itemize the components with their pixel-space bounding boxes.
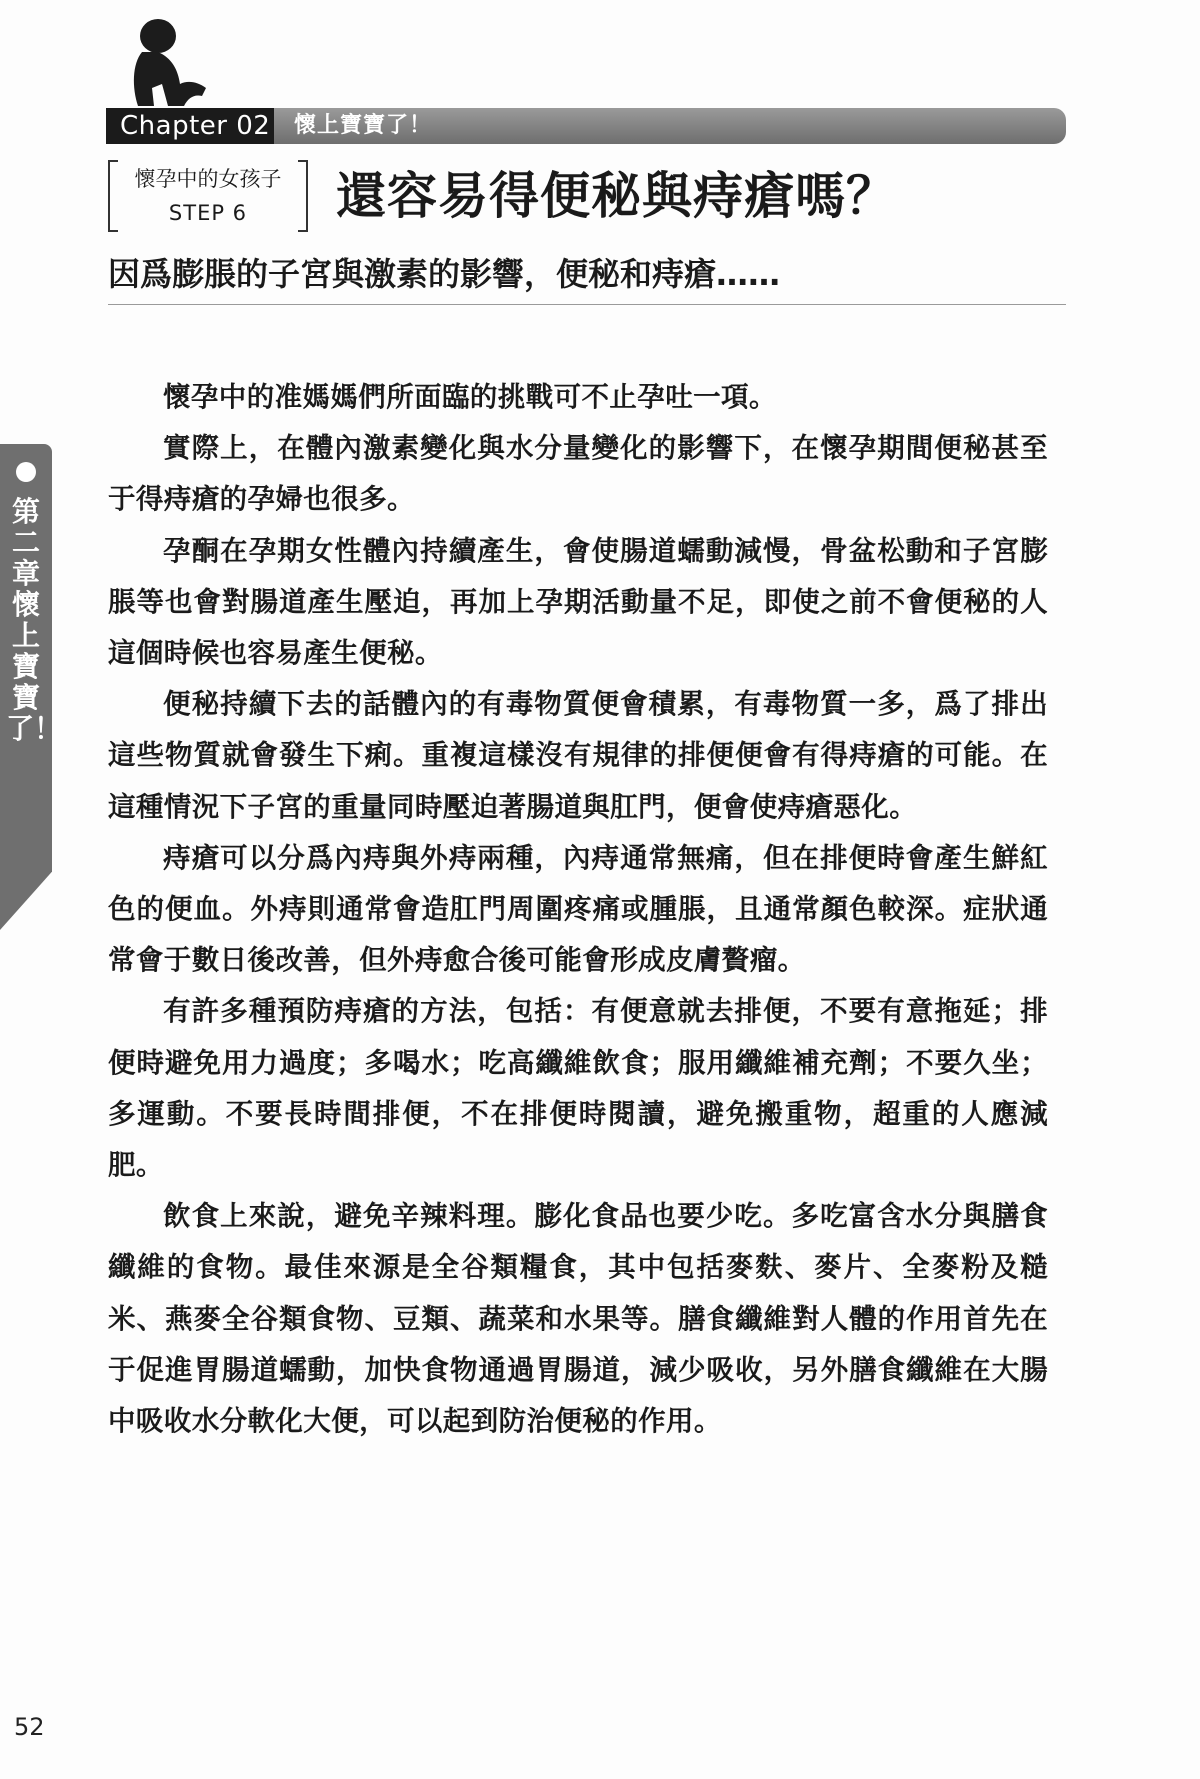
chapter-title: 懷上寶寶了！ xyxy=(294,113,433,138)
subtitle-divider xyxy=(108,304,1066,305)
step-box xyxy=(108,160,308,232)
page-number: 52 xyxy=(14,1713,45,1741)
page-subtitle: 因爲膨脹的子宮與激素的影響，便秘和痔瘡…… xyxy=(108,255,781,293)
paragraph: 便秘持續下去的話體內的有毒物質便會積累，有毒物質一多，爲了排出這些物質就會發生下痢。重複這樣沒有規律的排便便會有得痔瘡的可能。在這種情況下子宮的重量同時壓迫著腸道與肛門，便會使痔瘡惡化。 xyxy=(108,688,1048,823)
paragraph: 懷孕中的准媽媽們所面臨的挑戰可不止孕吐一項。 xyxy=(163,381,777,413)
body-text xyxy=(108,372,1048,1447)
paragraph: 飲食上來說，避免辛辣料理。膨化食品也要少吃。多吃富含水分與膳食纖維的食物。最佳來源是全谷類糧食，其中包括麥麩、麥片、全麥粉及糙米、燕麥全谷類食物、豆類、蔬菜和水果等。膳食纖維對人體的作用首先在于促進胃腸道蠕動，加快食物通過胃腸道，減少吸收，另外膳食纖維在大腸中吸收水分軟化大便，可以起到防治便秘的作用。 xyxy=(108,1200,1048,1438)
baby-silhouette-icon xyxy=(128,18,208,110)
step-number: STEP 6 xyxy=(168,201,248,225)
step-category: 懷孕中的女孩子 xyxy=(134,167,282,191)
side-tab-dot-icon xyxy=(16,462,36,482)
side-tab-text: 第二章 懷上寶寶了！ xyxy=(6,495,63,745)
paragraph: 有許多種預防痔瘡的方法，包括：有便意就去排便，不要有意拖延；排便時避免用力過度；多喝水；吃高纖維飲食；服用纖維補充劑；不要久坐；多運動。不要長時間排便，不在排便時閱讀，避免搬重物，超重的人應減肥。 xyxy=(108,995,1048,1182)
paragraph: 痔瘡可以分爲內痔與外痔兩種，內痔通常無痛，但在排便時會產生鮮紅色的便血。外痔則通常會造肛門周圍疼痛或腫脹，且通常顏色較深。症狀通常會于數日後改善，但外痔愈合後可能會形成皮膚贅瘤。 xyxy=(108,841,1048,977)
paragraph: 實際上，在體內激素變化與水分量變化的影響下，在懷孕期間便秘甚至于得痔瘡的孕婦也很多。 xyxy=(108,432,1048,516)
chapter-label: Chapter 02 xyxy=(106,108,274,144)
page-title: 還容易得便秘與痔瘡嗎？ xyxy=(336,167,897,225)
paragraph: 孕酮在孕期女性體內持續產生，會使腸道蠕動減慢，骨盆松動和子宮膨脹等也會對腸道產生壓迫，再加上孕期活動量不足，即使之前不會便秘的人這個時候也容易產生便秘。 xyxy=(108,534,1048,670)
